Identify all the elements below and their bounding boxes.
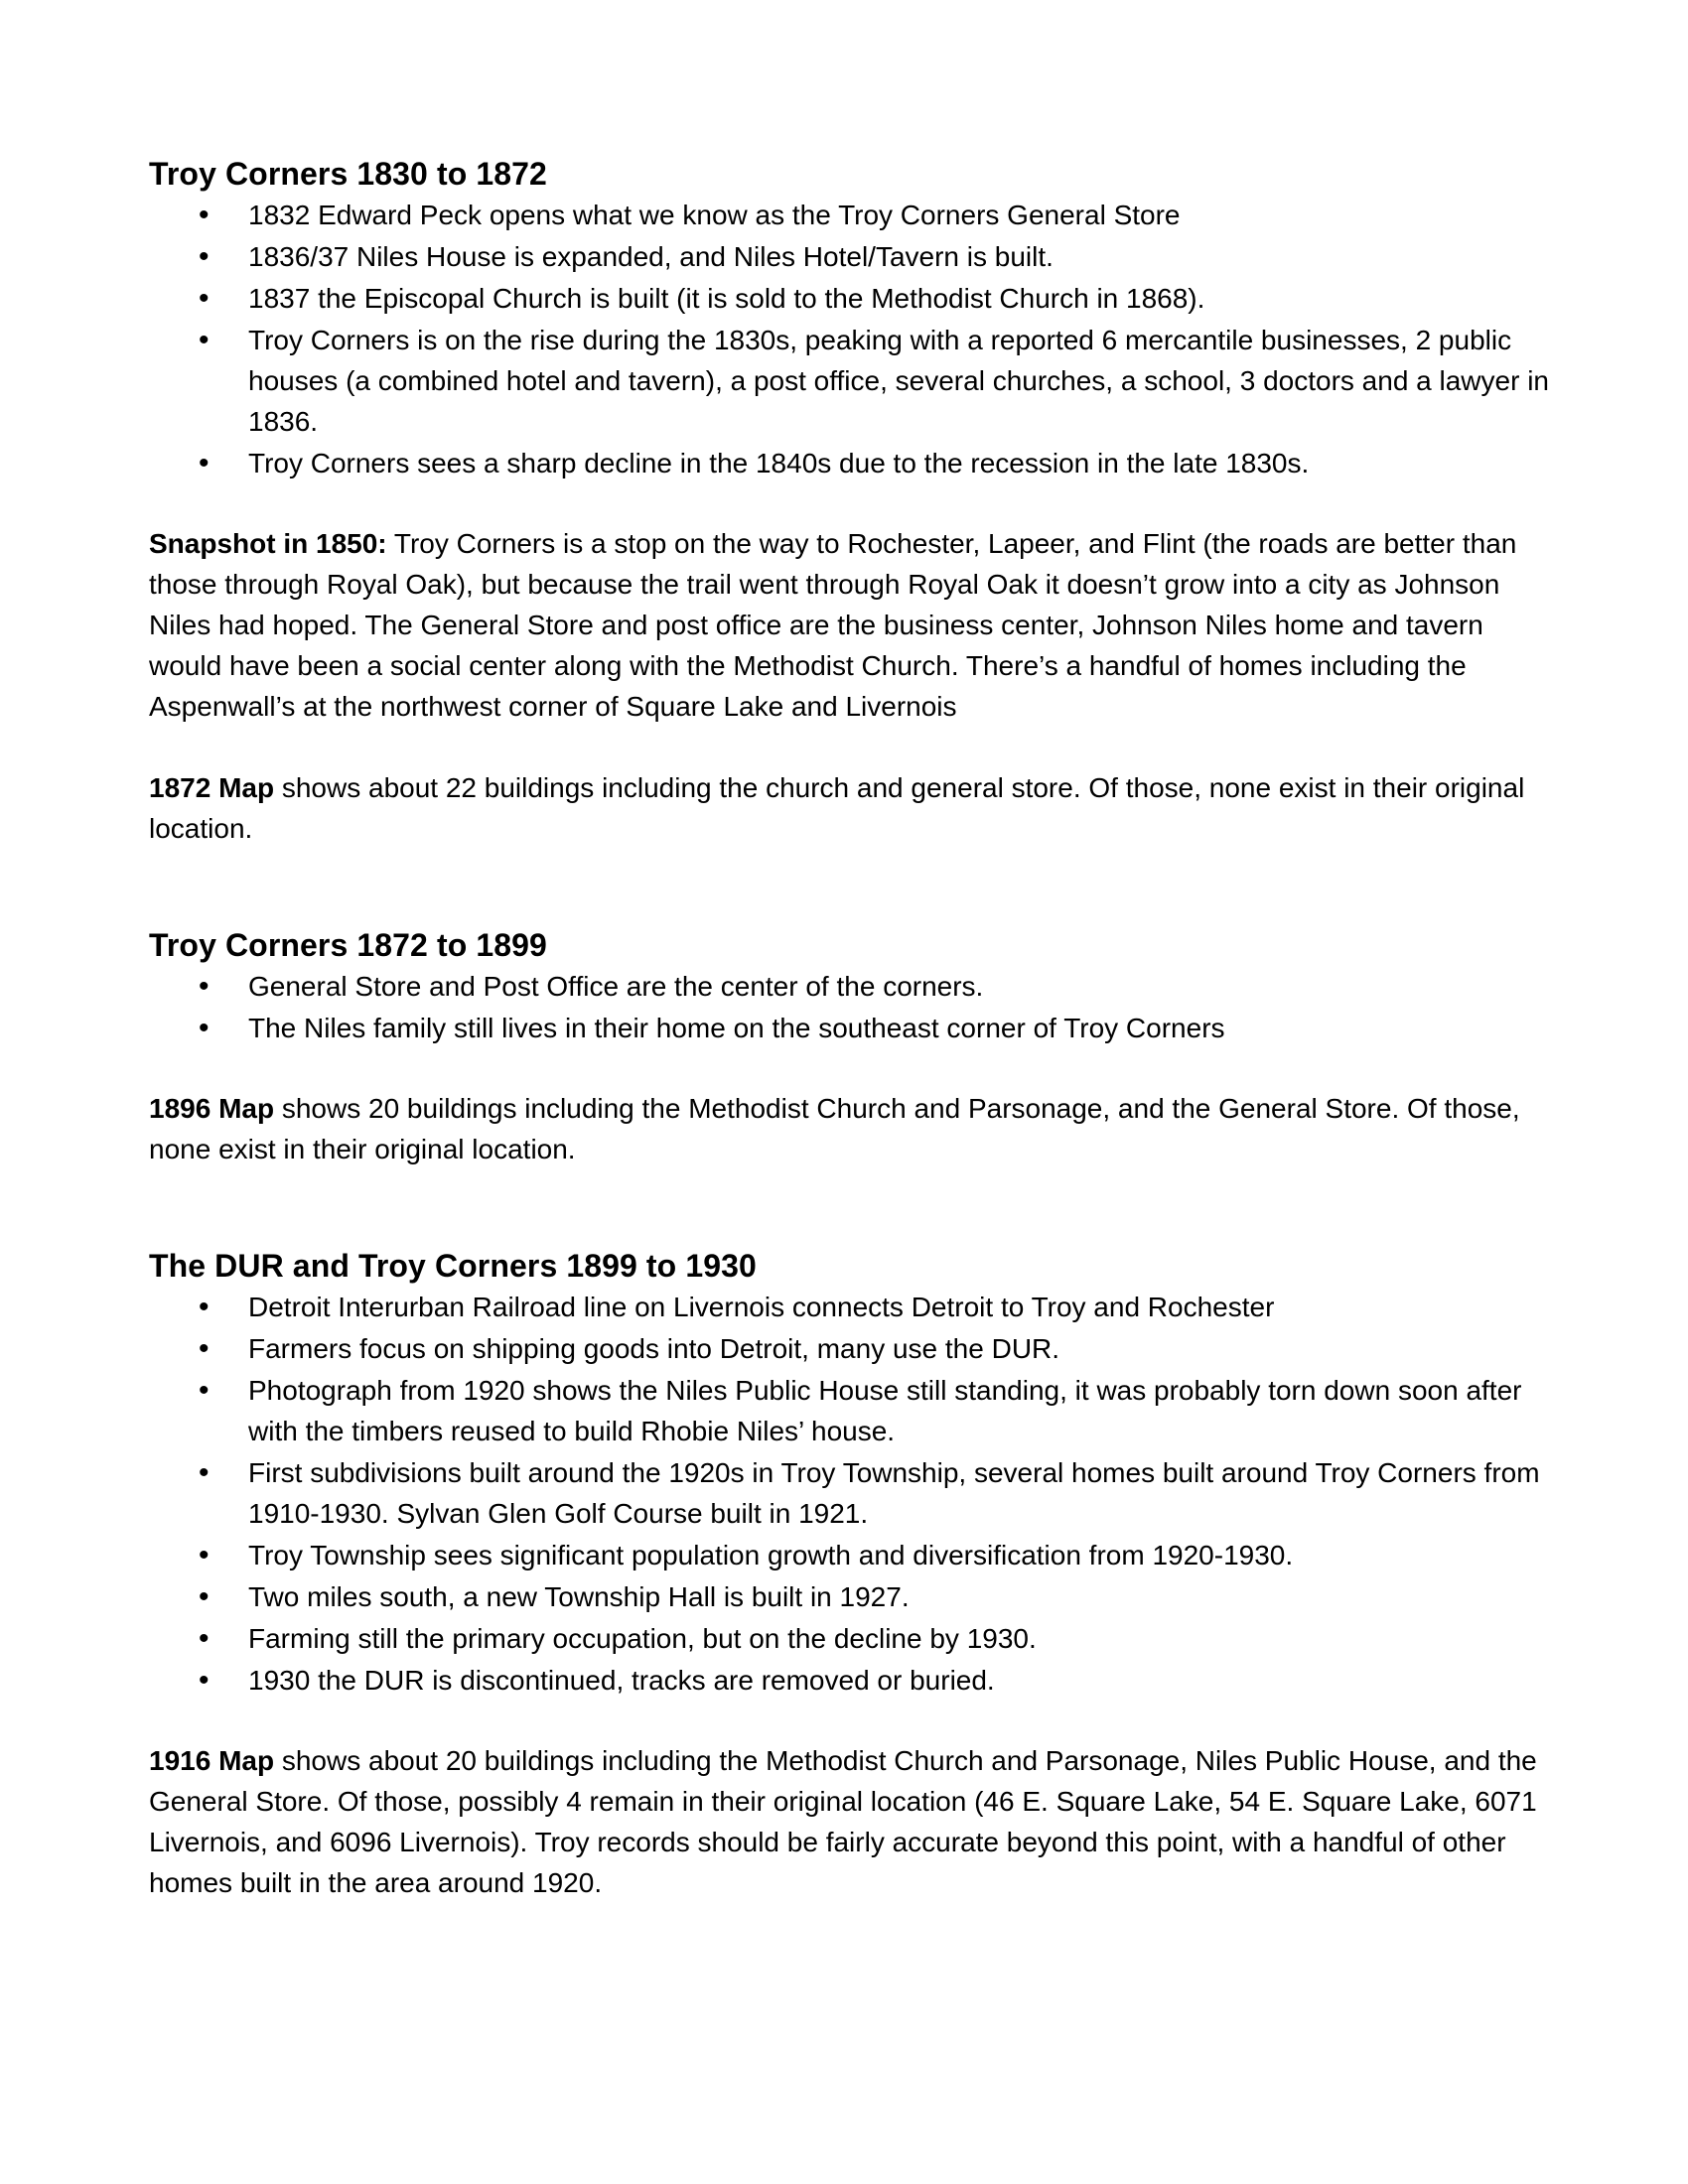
list-item: • Farmers focus on shipping goods into Detroit, many use the DUR. <box>149 1328 1559 1369</box>
list-item: • 1930 the DUR is discontinued, tracks are removed or buried. <box>149 1660 1559 1701</box>
list-item: • First subdivisions built around the 1920s in Troy Township, several homes built around Troy Corners from 1910-1930. Sylvan Glen Golf Course built in 1921. <box>149 1452 1559 1534</box>
list-item: • 1836/37 Niles House is expanded, and Niles Hotel/Tavern is built. <box>149 236 1559 277</box>
list-item: • Photograph from 1920 shows the Niles Public House still standing, it was probably torn down soon after with the timbers reused to build Rhobie Niles’ house. <box>149 1370 1559 1451</box>
paragraph-text: shows about 20 buildings including the Methodist Church and Parsonage, Niles Public House, and the General Store. Of those, possibly 4 remain in their original location (46 E. Square Lake, 54 E. Square Lake, 6071 Livernois, and 6096 Livernois). Troy records should be fairly accurate beyond this point, with a handful of other homes built in the area around 1920. <box>149 1745 1537 1898</box>
list-item: • The Niles family still lives in their home on the southeast corner of Troy Corners <box>149 1008 1559 1048</box>
paragraph-text: shows about 22 buildings including the church and general store. Of those, none exist in their original location. <box>149 772 1525 844</box>
list-item: • 1832 Edward Peck opens what we know as the Troy Corners General Store <box>149 195 1559 235</box>
paragraph-text: shows 20 buildings including the Methodist Church and Parsonage, and the General Store. Of those, none exist in their original location. <box>149 1093 1520 1164</box>
bullet-list <box>149 195 1559 483</box>
section-heading: The DUR and Troy Corners 1899 to 1930 <box>149 1248 757 1284</box>
list-item: • Troy Township sees significant population growth and diversification from 1920-1930. <box>149 1535 1559 1575</box>
list-item: • General Store and Post Office are the center of the corners. <box>149 966 1559 1007</box>
list-item: • Troy Corners sees a sharp decline in the 1840s due to the recession in the late 1830s. <box>149 443 1559 483</box>
section-heading: Troy Corners 1830 to 1872 <box>149 156 547 192</box>
document-page <box>149 153 1559 1903</box>
list-item: • Troy Corners is on the rise during the 1830s, peaking with a reported 6 mercantile businesses, 2 public houses (a combined hotel and tavern), a post office, several churches, a school, 3 doctors and a lawyer in 1836. <box>149 320 1559 442</box>
paragraph-lead: 1916 Map <box>149 1745 275 1776</box>
section-1899-1930 <box>149 1245 1559 1903</box>
list-item: • Farming still the primary occupation, but on the decline by 1930. <box>149 1618 1559 1659</box>
map-paragraph <box>149 1088 1559 1169</box>
list-item: • Detroit Interurban Railroad line on Livernois connects Detroit to Troy and Rochester <box>149 1287 1559 1327</box>
paragraph-text: Troy Corners is a stop on the way to Rochester, Lapeer, and Flint (the roads are better than those through Royal Oak), but because the trail went through Royal Oak it doesn’t grow into a city as Johnson Niles had hoped. The General Store and post office are the business center, Johnson Niles home and tavern would have been a social center along with the Methodist Church. There’s a handful of homes including the Aspenwall’s at the northwest corner of Square Lake and Livernois <box>149 528 1517 722</box>
section-1830-1872 <box>149 153 1559 849</box>
list-item: • Two miles south, a new Township Hall is built in 1927. <box>149 1576 1559 1617</box>
section-heading: Troy Corners 1872 to 1899 <box>149 927 547 963</box>
list-item: • 1837 the Episcopal Church is built (it is sold to the Methodist Church in 1868). <box>149 278 1559 319</box>
snapshot-paragraph <box>149 523 1559 727</box>
section-1872-1899 <box>149 924 1559 1169</box>
paragraph-lead: Snapshot in 1850: <box>149 528 387 559</box>
paragraph-lead: 1872 Map <box>149 772 275 803</box>
bullet-list <box>149 1287 1559 1701</box>
paragraph-lead: 1896 Map <box>149 1093 275 1124</box>
map-paragraph <box>149 767 1559 849</box>
map-paragraph <box>149 1740 1559 1903</box>
bullet-list <box>149 966 1559 1048</box>
